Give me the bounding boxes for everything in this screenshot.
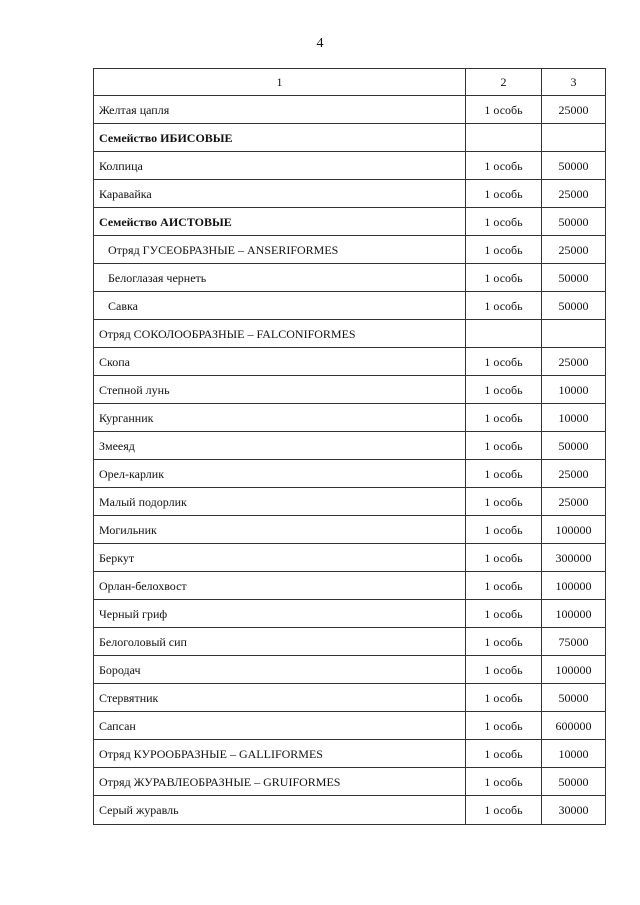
species-name-cell: Каравайка	[94, 180, 466, 208]
amount-cell: 100000	[542, 600, 606, 628]
amount-cell	[542, 320, 606, 348]
amount-cell: 10000	[542, 376, 606, 404]
species-name-cell: Белоглазая чернеть	[94, 264, 466, 292]
table-body	[94, 69, 606, 825]
amount-cell: 50000	[542, 768, 606, 796]
amount-cell: 75000	[542, 628, 606, 656]
table-row	[94, 516, 606, 544]
quantity-cell	[466, 124, 542, 152]
amount-cell: 50000	[542, 292, 606, 320]
species-name-cell: Могильник	[94, 516, 466, 544]
species-name-cell: Бородач	[94, 656, 466, 684]
amount-cell: 50000	[542, 432, 606, 460]
species-name-cell: Курганник	[94, 404, 466, 432]
species-name-cell: Орлан-белохвост	[94, 572, 466, 600]
species-table	[93, 68, 606, 825]
quantity-cell: 1 особь	[466, 488, 542, 516]
table-row	[94, 600, 606, 628]
quantity-cell: 1 особь	[466, 180, 542, 208]
quantity-cell: 1 особь	[466, 96, 542, 124]
quantity-cell: 1 особь	[466, 348, 542, 376]
quantity-cell: 1 особь	[466, 152, 542, 180]
table-row	[94, 684, 606, 712]
species-name-cell: Стервятник	[94, 684, 466, 712]
amount-cell: 100000	[542, 656, 606, 684]
species-name-cell: Желтая цапля	[94, 96, 466, 124]
species-name-cell: Змееяд	[94, 432, 466, 460]
quantity-cell: 1 особь	[466, 628, 542, 656]
quantity-cell: 1 особь	[466, 432, 542, 460]
species-name-cell: Сапсан	[94, 712, 466, 740]
quantity-cell: 1 особь	[466, 516, 542, 544]
table-row	[94, 96, 606, 124]
table-row	[94, 404, 606, 432]
species-name-cell: Отряд ЖУРАВЛЕОБРАЗНЫЕ – GRUIFORMES	[94, 768, 466, 796]
species-name-cell: Серый журавль	[94, 796, 466, 825]
species-name-cell: Черный гриф	[94, 600, 466, 628]
amount-cell	[542, 124, 606, 152]
table-row	[94, 796, 606, 825]
column-header: 3	[542, 69, 606, 96]
table-row	[94, 292, 606, 320]
column-header: 1	[94, 69, 466, 96]
quantity-cell: 1 особь	[466, 264, 542, 292]
amount-cell: 25000	[542, 460, 606, 488]
amount-cell: 50000	[542, 684, 606, 712]
table-row	[94, 208, 606, 236]
quantity-cell: 1 особь	[466, 796, 542, 825]
amount-cell: 50000	[542, 264, 606, 292]
species-name-cell: Отряд ГУСЕОБРАЗНЫЕ – ANSERIFORMES	[94, 236, 466, 264]
quantity-cell: 1 особь	[466, 656, 542, 684]
amount-cell: 25000	[542, 348, 606, 376]
table-row	[94, 740, 606, 768]
table-row	[94, 376, 606, 404]
amount-cell: 50000	[542, 208, 606, 236]
table-row	[94, 152, 606, 180]
quantity-cell: 1 особь	[466, 768, 542, 796]
amount-cell: 25000	[542, 180, 606, 208]
quantity-cell: 1 особь	[466, 600, 542, 628]
column-header: 2	[466, 69, 542, 96]
quantity-cell: 1 особь	[466, 292, 542, 320]
quantity-cell: 1 особь	[466, 208, 542, 236]
amount-cell: 25000	[542, 488, 606, 516]
table-row	[94, 460, 606, 488]
amount-cell: 100000	[542, 572, 606, 600]
table-row	[94, 348, 606, 376]
table-header-row	[94, 69, 606, 96]
quantity-cell: 1 особь	[466, 740, 542, 768]
table-row	[94, 656, 606, 684]
species-name-cell: Степной лунь	[94, 376, 466, 404]
quantity-cell: 1 особь	[466, 684, 542, 712]
table-row	[94, 572, 606, 600]
quantity-cell: 1 особь	[466, 712, 542, 740]
species-name-cell: Орел-карлик	[94, 460, 466, 488]
table-row	[94, 124, 606, 152]
table-row	[94, 628, 606, 656]
quantity-cell: 1 особь	[466, 404, 542, 432]
quantity-cell: 1 особь	[466, 236, 542, 264]
amount-cell: 300000	[542, 544, 606, 572]
quantity-cell: 1 особь	[466, 572, 542, 600]
species-name-cell: Скопа	[94, 348, 466, 376]
quantity-cell	[466, 320, 542, 348]
table-row	[94, 264, 606, 292]
amount-cell: 25000	[542, 96, 606, 124]
table-row	[94, 432, 606, 460]
page-number: 4	[316, 36, 324, 51]
species-name-cell: Малый подорлик	[94, 488, 466, 516]
table-row	[94, 180, 606, 208]
table-row	[94, 768, 606, 796]
amount-cell: 25000	[542, 236, 606, 264]
quantity-cell: 1 особь	[466, 376, 542, 404]
table-row	[94, 320, 606, 348]
table-row	[94, 488, 606, 516]
species-name-cell: Колпица	[94, 152, 466, 180]
table-row	[94, 544, 606, 572]
amount-cell: 10000	[542, 404, 606, 432]
amount-cell: 30000	[542, 796, 606, 825]
species-name-cell: Отряд КУРООБРАЗНЫЕ – GALLIFORMES	[94, 740, 466, 768]
amount-cell: 600000	[542, 712, 606, 740]
species-name-cell: Семейство ИБИСОВЫЕ	[94, 124, 466, 152]
species-name-cell: Беркут	[94, 544, 466, 572]
amount-cell: 100000	[542, 516, 606, 544]
species-name-cell: Семейство АИСТОВЫЕ	[94, 208, 466, 236]
quantity-cell: 1 особь	[466, 544, 542, 572]
table-row	[94, 236, 606, 264]
species-name-cell: Белоголовый сип	[94, 628, 466, 656]
species-name-cell: Отряд СОКОЛООБРАЗНЫЕ – FALCONIFORMES	[94, 320, 466, 348]
quantity-cell: 1 особь	[466, 460, 542, 488]
table-row	[94, 712, 606, 740]
species-name-cell: Савка	[94, 292, 466, 320]
amount-cell: 50000	[542, 152, 606, 180]
amount-cell: 10000	[542, 740, 606, 768]
